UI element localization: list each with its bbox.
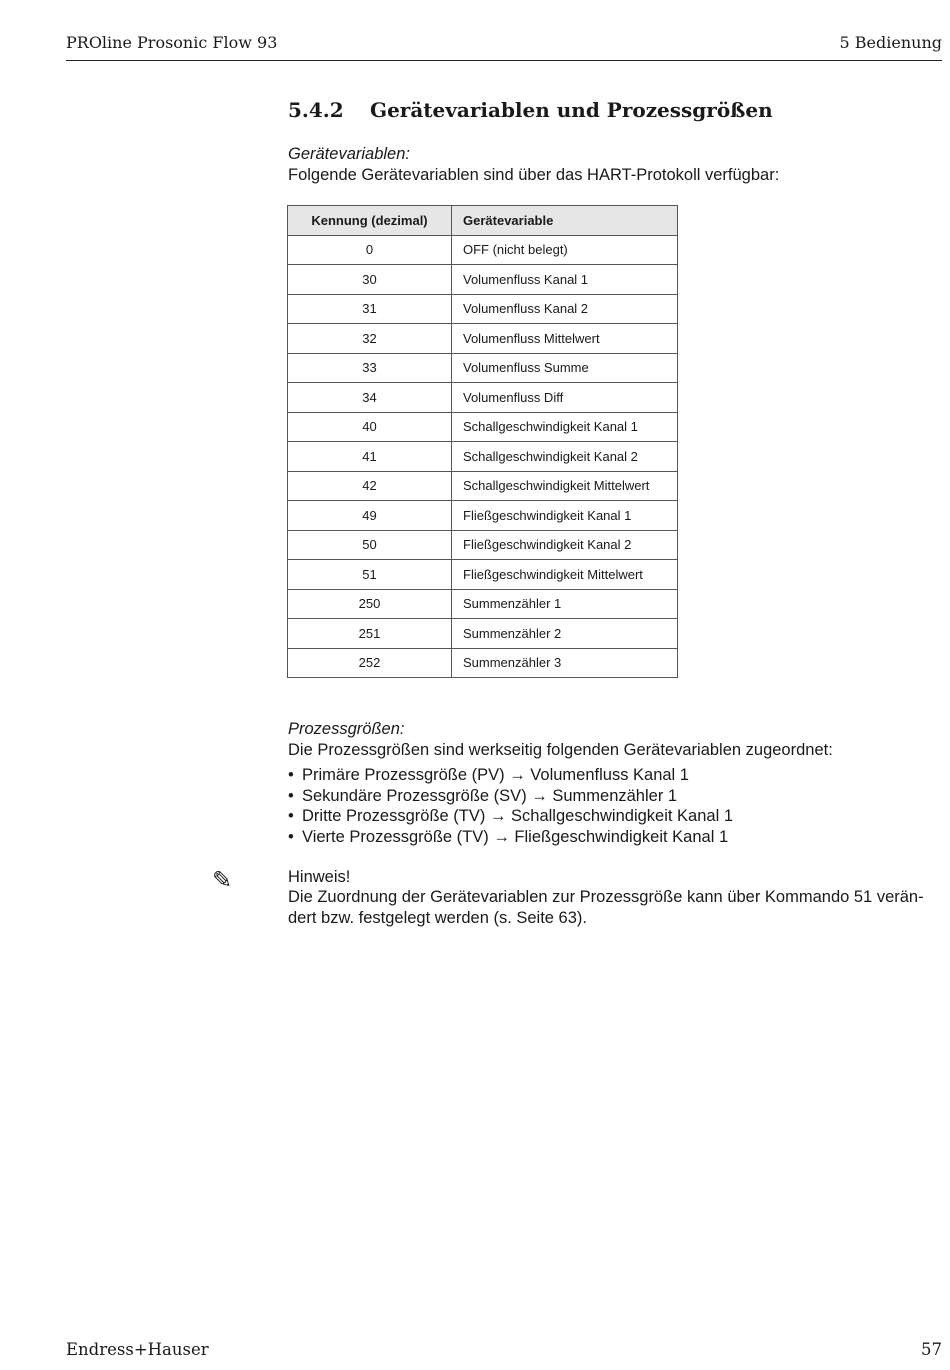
cell-variable: Fließgeschwindigkeit Mittelwert <box>452 560 678 590</box>
cell-id: 50 <box>288 530 452 560</box>
table-row <box>288 589 678 619</box>
cell-variable: Volumenfluss Mittelwert <box>452 324 678 354</box>
table-row <box>288 324 678 354</box>
cell-id: 0 <box>288 235 452 265</box>
table-row <box>288 471 678 501</box>
process-vars-intro: Die Prozessgrößen sind werkseitig folgenden Gerätevariablen zugeordnet: <box>288 741 833 759</box>
note-text-line-1: Die Zuordnung der Gerätevariablen zur Prozessgröße kann über Kommando 51 verän- <box>288 888 924 906</box>
page-header <box>66 30 942 61</box>
device-variables-table <box>287 205 678 678</box>
list-item: • Primäre Prozessgröße (PV) → Volumenfluss Kanal 1 <box>288 765 733 786</box>
table-row <box>288 619 678 649</box>
document-title: PROline Prosonic Flow 93 <box>66 33 278 52</box>
cell-id: 251 <box>288 619 452 649</box>
brand-name: Endress+Hauser <box>66 1340 209 1359</box>
cell-id: 250 <box>288 589 452 619</box>
cell-variable: Fließgeschwindigkeit Kanal 2 <box>452 530 678 560</box>
page-number: 57 <box>921 1340 942 1359</box>
cell-id: 30 <box>288 265 452 295</box>
section-number: 5.4.2 <box>288 98 344 122</box>
cell-variable: Schallgeschwindigkeit Kanal 2 <box>452 442 678 472</box>
list-item: • Sekundäre Prozessgröße (SV) → Summenzähler 1 <box>288 786 733 807</box>
table-row <box>288 294 678 324</box>
table-row <box>288 353 678 383</box>
table-row <box>288 265 678 295</box>
table-row <box>288 383 678 413</box>
column-header-variable: Gerätevariable <box>452 206 678 236</box>
cell-id: 40 <box>288 412 452 442</box>
table-row <box>288 235 678 265</box>
table-row <box>288 530 678 560</box>
section-heading <box>288 98 773 122</box>
cell-variable: OFF (nicht belegt) <box>452 235 678 265</box>
cell-variable: Volumenfluss Diff <box>452 383 678 413</box>
cell-id: 41 <box>288 442 452 472</box>
device-vars-intro: Folgende Gerätevariablen sind über das HART-Protokoll verfügbar: <box>288 166 780 184</box>
process-vars-subhead: Prozessgrößen: <box>288 720 405 738</box>
cell-id: 49 <box>288 501 452 531</box>
pencil-icon: ✎ <box>212 867 233 894</box>
list-item: • Dritte Prozessgröße (TV) → Schallgeschwindigkeit Kanal 1 <box>288 806 733 827</box>
table-header-row <box>288 206 678 236</box>
table-row <box>288 648 678 678</box>
cell-id: 51 <box>288 560 452 590</box>
table-row <box>288 560 678 590</box>
cell-id: 34 <box>288 383 452 413</box>
cell-variable: Volumenfluss Summe <box>452 353 678 383</box>
cell-id: 33 <box>288 353 452 383</box>
cell-variable: Summenzähler 2 <box>452 619 678 649</box>
note-text-line-2: dert bzw. festgelegt werden (s. Seite 63). <box>288 909 587 927</box>
chapter-title: 5 Bedienung <box>839 33 942 52</box>
table-row <box>288 412 678 442</box>
section-title: Gerätevariablen und Prozessgrößen <box>370 98 773 122</box>
cell-variable: Volumenfluss Kanal 2 <box>452 294 678 324</box>
process-vars-list <box>288 765 733 847</box>
list-item: • Vierte Prozessgröße (TV) → Fließgeschwindigkeit Kanal 1 <box>288 827 733 848</box>
note-title: Hinweis! <box>288 868 351 886</box>
table-row <box>288 501 678 531</box>
column-header-id: Kennung (dezimal) <box>288 206 452 236</box>
cell-id: 42 <box>288 471 452 501</box>
cell-id: 32 <box>288 324 452 354</box>
device-vars-subhead: Gerätevariablen: <box>288 145 410 163</box>
cell-variable: Schallgeschwindigkeit Mittelwert <box>452 471 678 501</box>
cell-variable: Summenzähler 1 <box>452 589 678 619</box>
cell-variable: Fließgeschwindigkeit Kanal 1 <box>452 501 678 531</box>
table-row <box>288 442 678 472</box>
cell-variable: Volumenfluss Kanal 1 <box>452 265 678 295</box>
cell-variable: Summenzähler 3 <box>452 648 678 678</box>
cell-variable: Schallgeschwindigkeit Kanal 1 <box>452 412 678 442</box>
cell-id: 31 <box>288 294 452 324</box>
cell-id: 252 <box>288 648 452 678</box>
